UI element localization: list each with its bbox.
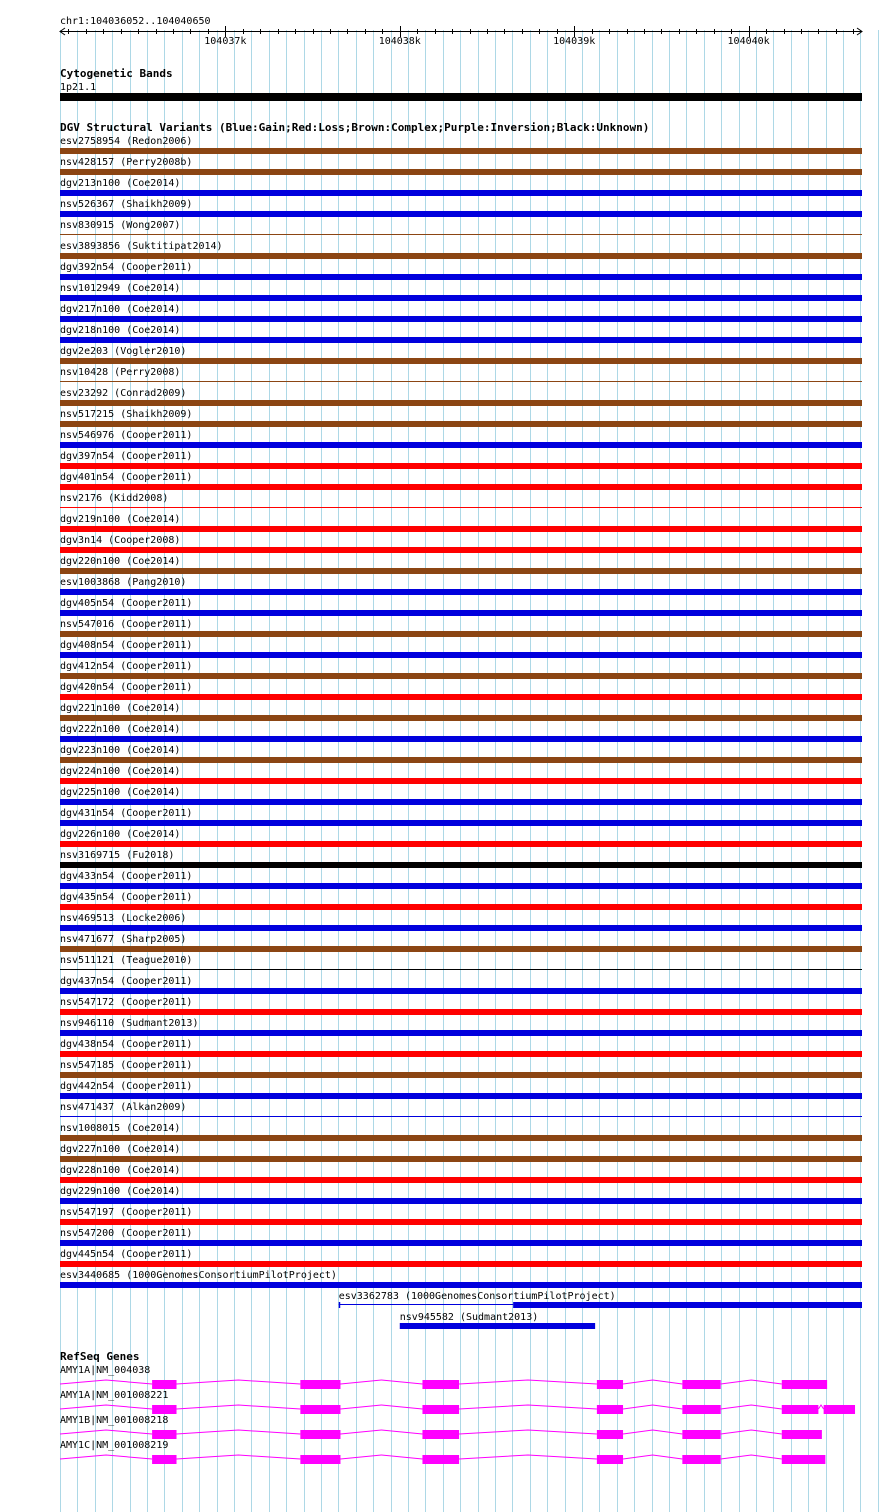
sv-feature-label: dgv221n100 (Coe2014) (60, 703, 181, 714)
sv-feature-bar[interactable] (60, 337, 862, 343)
refseq-track-title: RefSeq Genes (60, 1350, 140, 1363)
sv-feature-label: dgv433n54 (Cooper2011) (60, 871, 193, 882)
sv-feature-bar[interactable] (60, 148, 862, 154)
sv-feature-bar[interactable] (60, 652, 862, 658)
sv-feature-label: nsv10428 (Perry2008) (60, 367, 181, 378)
sv-feature-line[interactable] (60, 234, 862, 235)
ruler-tick-label: 104038k (378, 36, 421, 47)
region-label: chr1:104036052..104040650 (60, 16, 211, 27)
sv-feature-bar[interactable] (60, 1177, 862, 1183)
sv-feature-label: nsv546976 (Cooper2011) (60, 430, 193, 441)
sv-feature-bar[interactable] (60, 568, 862, 574)
gene-exon[interactable] (152, 1380, 176, 1389)
sv-feature-bar[interactable] (513, 1302, 862, 1308)
sv-feature-bar[interactable] (60, 1093, 862, 1099)
sv-feature-label: nsv1012949 (Coe2014) (60, 283, 181, 294)
gene-exon[interactable] (682, 1380, 720, 1389)
sv-feature-label: nsv526367 (Shaikh2009) (60, 199, 193, 210)
sv-feature-label: dgv219n100 (Coe2014) (60, 514, 181, 525)
refseq-track[interactable] (60, 1350, 855, 1464)
sv-feature-bar[interactable] (60, 820, 862, 826)
sv-feature-bar[interactable] (60, 1009, 862, 1015)
sv-feature-label: nsv547197 (Cooper2011) (60, 1207, 193, 1218)
dgv-track-title: DGV Structural Variants (Blue:Gain;Red:Loss;Brown:Complex;Purple:Inversion;Black:Unknown) (60, 121, 650, 134)
sv-feature-label: dgv437n54 (Cooper2011) (60, 976, 193, 987)
sv-feature-label: nsv1008015 (Coe2014) (60, 1123, 181, 1134)
sv-feature-bar[interactable] (60, 1051, 862, 1057)
cytoband-label: 1p21.1 (60, 82, 97, 93)
sv-feature-bar[interactable] (60, 799, 862, 805)
sv-feature-label: dgv420n54 (Cooper2011) (60, 682, 193, 693)
gene-exon[interactable] (782, 1430, 822, 1439)
sv-feature-line[interactable] (60, 507, 862, 508)
sv-feature-bar[interactable] (60, 253, 862, 259)
sv-feature-label: nsv469513 (Locke2006) (60, 913, 187, 924)
gene-exon[interactable] (300, 1430, 340, 1439)
sv-feature-bar[interactable] (60, 610, 862, 616)
sv-feature-bar[interactable] (60, 547, 862, 553)
sv-feature-bar[interactable] (60, 190, 862, 196)
sv-feature-line[interactable] (60, 381, 862, 382)
sv-feature-bar[interactable] (60, 988, 862, 994)
sv-feature-label: dgv223n100 (Coe2014) (60, 745, 181, 756)
gene-exon[interactable] (422, 1405, 459, 1414)
sv-feature-label: dgv405n54 (Cooper2011) (60, 598, 193, 609)
gene-exon[interactable] (300, 1405, 340, 1414)
sv-feature-line[interactable] (60, 969, 862, 970)
sv-feature-label: dgv218n100 (Coe2014) (60, 325, 181, 336)
sv-feature-label: dgv2e203 (Vogler2010) (60, 346, 187, 357)
ruler-tick-label: 104039k (553, 36, 596, 47)
sv-feature-label: nsv945582 (Sudmant2013) (399, 1312, 539, 1323)
sv-feature-label: dgv220n100 (Coe2014) (60, 556, 181, 567)
gene-exon[interactable] (422, 1455, 459, 1464)
sv-feature-bar[interactable] (60, 1030, 862, 1036)
sv-feature-bar[interactable] (60, 1135, 862, 1141)
gene-exon[interactable] (682, 1430, 720, 1439)
sv-feature-label: esv2758954 (Redon2006) (60, 136, 193, 147)
sv-feature-label: dgv229n100 (Coe2014) (60, 1186, 181, 1197)
sv-feature-bar[interactable] (60, 946, 862, 952)
sv-feature-bar[interactable] (60, 274, 862, 280)
gene-exon[interactable] (682, 1455, 720, 1464)
gene-exon[interactable] (152, 1430, 176, 1439)
sv-feature-label: dgv222n100 (Coe2014) (60, 724, 181, 735)
sv-feature-bar[interactable] (60, 1219, 862, 1225)
sv-feature-label: nsv471677 (Sharp2005) (60, 934, 187, 945)
sv-feature-bar[interactable] (60, 694, 862, 700)
cytoband-track-title: Cytogenetic Bands (60, 67, 173, 80)
sv-feature-label: dgv392n54 (Cooper2011) (60, 262, 193, 273)
sv-feature-bar[interactable] (60, 1240, 862, 1246)
gene-exon[interactable] (597, 1380, 623, 1389)
gene-label: AMY1C|NM_001008219 (60, 1440, 169, 1451)
gene-exon[interactable] (300, 1380, 340, 1389)
sv-feature-bar[interactable] (60, 442, 862, 448)
sv-feature-bar[interactable] (60, 673, 862, 679)
gene-label: AMY1A|NM_001008221 (60, 1390, 169, 1401)
sv-feature-bar[interactable] (60, 1156, 862, 1162)
sv-feature-bar[interactable] (60, 211, 862, 217)
cytoband-bar[interactable] (60, 93, 862, 101)
sv-feature-label: esv3440685 (1000GenomesConsortiumPilotProject) (60, 1270, 337, 1281)
sv-feature-label: dgv225n100 (Coe2014) (60, 787, 181, 798)
sv-feature-label: dgv431n54 (Cooper2011) (60, 808, 193, 819)
sv-feature-bar[interactable] (60, 484, 862, 490)
gene-exon[interactable] (597, 1405, 623, 1414)
sv-feature-label: dgv213n100 (Coe2014) (60, 178, 181, 189)
gene-exon[interactable] (152, 1455, 176, 1464)
sv-feature-label: dgv224n100 (Coe2014) (60, 766, 181, 777)
gene-exon[interactable] (824, 1405, 855, 1414)
sv-feature-bar[interactable] (60, 715, 862, 721)
gene-exon[interactable] (422, 1430, 459, 1439)
sv-feature-label: nsv547016 (Cooper2011) (60, 619, 193, 630)
sv-feature-bar[interactable] (60, 1261, 862, 1267)
gene-exon[interactable] (682, 1405, 720, 1414)
gene-exon[interactable] (782, 1405, 819, 1414)
gene-label: AMY1B|NM_001008218 (60, 1415, 169, 1426)
sv-feature-bar[interactable] (60, 841, 862, 847)
sv-feature-bar[interactable] (60, 883, 862, 889)
sv-feature-label: dgv408n54 (Cooper2011) (60, 640, 193, 651)
sv-feature-bar[interactable] (60, 1282, 862, 1288)
sv-feature-bar[interactable] (60, 400, 862, 406)
gene-exon[interactable] (782, 1455, 826, 1464)
sv-feature-label: dgv445n54 (Cooper2011) (60, 1249, 193, 1260)
sv-feature-bar[interactable] (60, 1198, 862, 1204)
sv-feature-label: nsv830915 (Wong2007) (60, 220, 181, 231)
sv-feature-label: dgv435n54 (Cooper2011) (60, 892, 193, 903)
gene-exon[interactable] (422, 1380, 459, 1389)
sv-feature-label: nsv946110 (Sudmant2013) (60, 1018, 199, 1029)
sv-feature-bar[interactable] (60, 631, 862, 637)
gene-exon[interactable] (597, 1455, 623, 1464)
sv-feature-label: nsv517215 (Shaikh2009) (60, 409, 193, 420)
sv-feature-label: nsv511121 (Teague2010) (60, 955, 193, 966)
sv-feature-label: dgv227n100 (Coe2014) (60, 1144, 181, 1155)
sv-feature-label: dgv412n54 (Cooper2011) (60, 661, 193, 672)
gene-exon[interactable] (300, 1455, 340, 1464)
sv-feature-bar[interactable] (60, 421, 862, 427)
sv-feature-bar[interactable] (60, 463, 862, 469)
sv-feature-label: esv3893856 (Suktitipat2014) (60, 241, 223, 252)
ruler-tick-label: 104040k (727, 36, 770, 47)
gene-label: AMY1A|NM_004038 (60, 1365, 151, 1376)
sv-feature-bar[interactable] (60, 736, 862, 742)
sv-feature-label: nsv547185 (Cooper2011) (60, 1060, 193, 1071)
sv-feature-bar[interactable] (60, 862, 862, 868)
sv-feature-label: dgv401n54 (Cooper2011) (60, 472, 193, 483)
ruler-tick-label: 104037k (204, 36, 247, 47)
sv-feature-label: esv1003868 (Pang2010) (60, 577, 187, 588)
gene-exon[interactable] (152, 1405, 176, 1414)
sv-feature-bar[interactable] (60, 904, 862, 910)
sv-feature-label: nsv471437 (Alkan2009) (60, 1102, 187, 1113)
gene-exon[interactable] (782, 1380, 827, 1389)
sv-feature-label: dgv217n100 (Coe2014) (60, 304, 181, 315)
sv-feature-bar[interactable] (60, 169, 862, 175)
sv-feature-bar[interactable] (60, 757, 862, 763)
sv-feature-label: nsv547172 (Cooper2011) (60, 997, 193, 1008)
sv-feature-bar[interactable] (60, 778, 862, 784)
sv-feature-label: dgv226n100 (Coe2014) (60, 829, 181, 840)
sv-feature-label: nsv547200 (Cooper2011) (60, 1228, 193, 1239)
sv-feature-label: dgv442n54 (Cooper2011) (60, 1081, 193, 1092)
sv-feature-bar[interactable] (60, 1072, 862, 1078)
sv-feature-label: dgv228n100 (Coe2014) (60, 1165, 181, 1176)
sv-feature-bar[interactable] (60, 925, 862, 931)
sv-feature-line[interactable] (339, 1304, 513, 1305)
sv-feature-label: dgv438n54 (Cooper2011) (60, 1039, 193, 1050)
sv-feature-bar[interactable] (60, 526, 862, 532)
sv-feature-bar[interactable] (60, 589, 862, 595)
sv-feature-label: nsv428157 (Perry2008b) (60, 157, 193, 168)
grid-lines (61, 30, 879, 1512)
sv-feature-bar[interactable] (60, 358, 862, 364)
sv-feature-label: esv3362783 (1000GenomesConsortiumPilotProject) (338, 1291, 616, 1302)
sv-feature-label: esv23292 (Conrad2009) (60, 388, 187, 399)
sv-feature-bar[interactable] (60, 295, 862, 301)
sv-feature-label: nsv2176 (Kidd2008) (60, 493, 169, 504)
sv-feature-label: dgv397n54 (Cooper2011) (60, 451, 193, 462)
gene-exon[interactable] (597, 1430, 623, 1439)
sv-feature-label: nsv3169715 (Fu2018) (60, 850, 175, 861)
sv-feature-line[interactable] (60, 1116, 862, 1117)
sv-feature-bar[interactable] (400, 1323, 595, 1329)
sv-feature-bar[interactable] (60, 316, 862, 322)
sv-feature-label: dgv3n14 (Cooper2008) (60, 535, 181, 546)
